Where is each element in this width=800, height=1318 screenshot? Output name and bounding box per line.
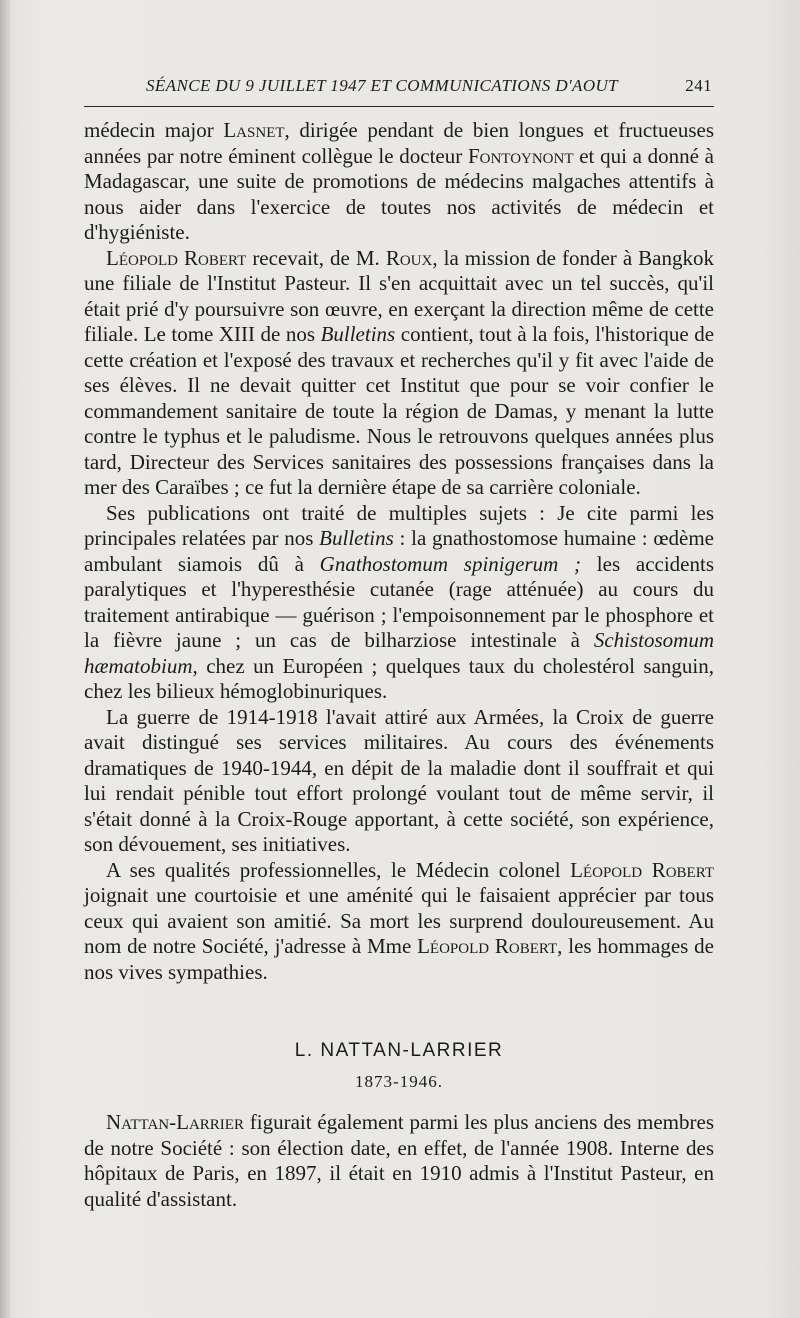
paragraph-1: médecin major Lasnet, dirigée pendant de bien longues et fructueuses années par notre éminent collègue le docteur Fontoynont et qui a donné à Madagascar, une suite de promotions de médecins malgaches attentifs à nous aider dans l'exercice de toutes nos activités de médecin et d'hygiéniste. xyxy=(84,118,715,244)
person-name: Lasnet xyxy=(223,118,285,142)
paragraph-2: Léopold Robert recevait, de M. Roux, la mission de fonder à Bangkok une filiale de l'Institut Pasteur. Il s'en acquittait avec un tel succès, qu'il était prié d'y poursuivre son œuvre, en exerçant la direction même de cette filiale. Le tome XIII de nos Bulletins contient, tout à la fois, l'historique de cette création et l'exposé des travaux et recherches qu'il y fit avec l'aide de ses élèves. Il ne devait quitter cet Institut que pour se voir confier le commandement sanitaire de toute la région de Damas, y menant la lutte contre le typhus et le paludisme. Nous le retrouvons quelques années plus tard, Directeur des Services sanitaires des possessions françaises dans la mer des Caraïbes ; ce fut la dernière étape de sa carrière coloniale. xyxy=(84,245,715,499)
page-spine-shadow xyxy=(0,0,10,1318)
journal-title: Bulletins xyxy=(319,526,394,550)
main-text xyxy=(84,118,714,985)
section-heading: L. NATTAN-LARRIER xyxy=(294,1040,504,1061)
paragraph-5: A ses qualités professionnelles, le Médecin colonel Léopold Robert joignait une courtoisie et une aménité qui le faisaient apprécier par tous ceux qui avaient son amitié. Sa mort les surprend douloureusement. Au nom de notre Société, j'adresse à Mme Léopold Robert, les hommages de nos vives sympathies. xyxy=(84,857,714,984)
section-text xyxy=(84,1110,714,1212)
header-rule xyxy=(84,106,714,107)
running-header xyxy=(84,76,716,102)
section-dates: 1873-1946. xyxy=(355,1072,443,1091)
paragraph-3: Ses publications ont traité de multiples sujets : Je cite parmi les principales relatées par nos Bulletins : la gnathostomose humaine : œdème ambulant siamois dû à Gnathostomum spinigerum ; les accidents paralytiques et l'hyperesthésie cutanée (rage atténuée) au cours du traitement antirabique — guérison ; l'empoisonnement par le phosphore et la fièvre jaune ; un cas de bilharziose intestinale à Schistosomum hæmatobium, chez un Européen ; quelques taux du cholestérol sanguin, chez les bilieux hémoglobinuriques. xyxy=(84,500,714,703)
paragraph-4: La guerre de 1914-1918 l'avait attiré aux Armées, la Croix de guerre avait distingué ses services militaires. Au cours des événements dramatiques de 1940-1944, en dépit de la maladie dont il souffrait et qui lui rendait pénible tout effort prolongé voulant tout de même servir, il s'était donné à la Croix-Rouge apportant, à cette société, son expérience, son dévouement, ses initiatives. xyxy=(84,704,714,856)
person-name: Fontoynont xyxy=(467,143,574,168)
journal-title: Bulletins xyxy=(320,322,396,346)
person-name: Léopold Robert xyxy=(106,245,247,270)
person-name: Nattan-Larrier xyxy=(106,1110,244,1134)
species-name: Gnathostomum spinigerum ; xyxy=(319,551,582,576)
person-name: Léopold Robert xyxy=(417,934,558,958)
running-title: SÉANCE DU 9 JUILLET 1947 ET COMMUNICATIONS D'AOUT xyxy=(146,76,619,95)
paragraph-6: Nattan-Larrier figurait également parmi les plus anciens des membres de notre Société : son élection date, en effet, de l'année 1908. Interne des hôpitaux de Paris, en 1897, il était en 1910 admis à l'Institut Pasteur, en qualité d'assistant. xyxy=(84,1110,714,1211)
species-name: Schistosomum hæmatobium xyxy=(84,628,714,678)
person-name: Roux xyxy=(385,245,433,270)
person-name: Léopold Robert xyxy=(570,857,714,882)
page-number: 241 xyxy=(685,76,712,95)
